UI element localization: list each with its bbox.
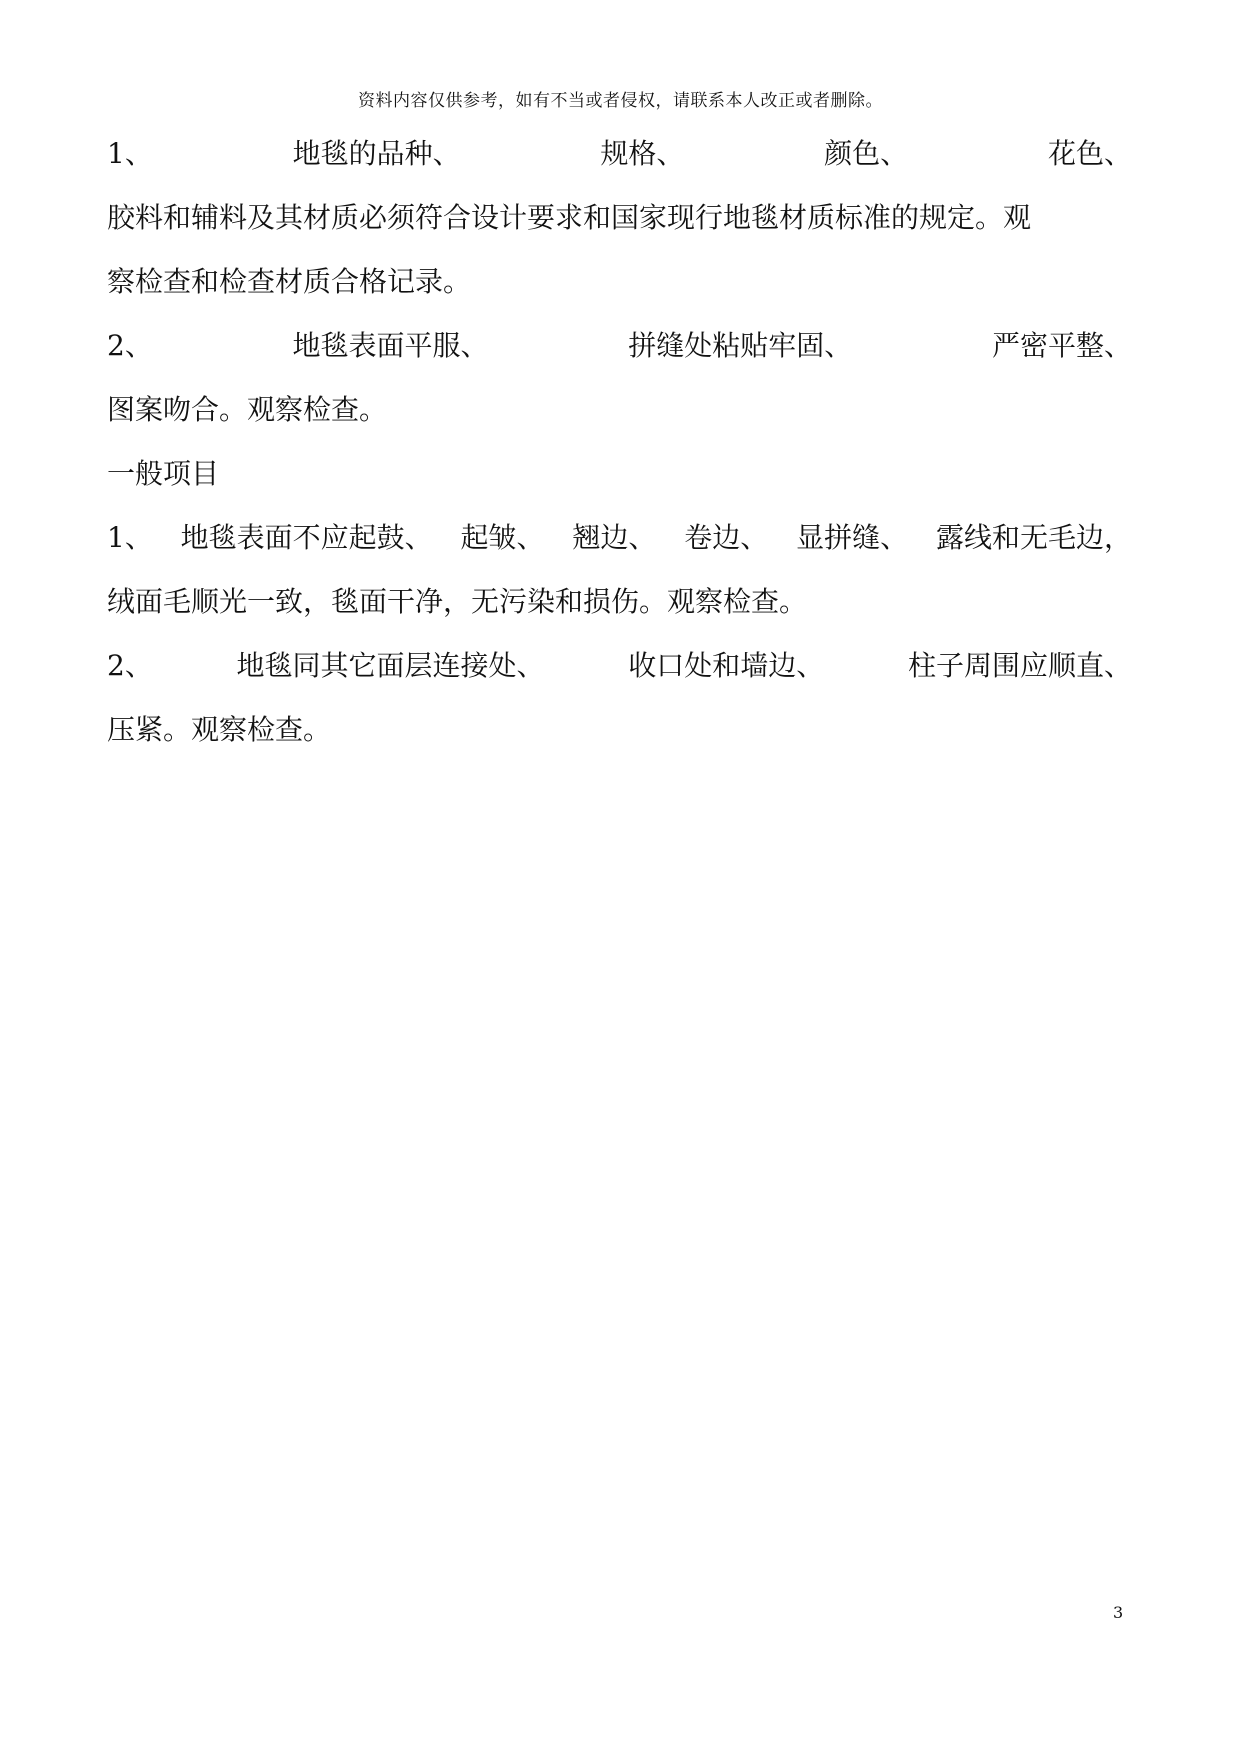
text-segment: 显拼缝、 [796, 521, 909, 554]
text-segment: 严密平整、 [991, 329, 1132, 362]
item-number: 2、 [107, 329, 153, 362]
text-segment: 规格、 [600, 137, 685, 170]
item-number: 2、 [107, 649, 153, 682]
text-segment: 收口处和墙边、 [628, 649, 825, 682]
main-item-1-line-2: 胶料和辅料及其材质必须符合设计要求和国家现行地毯材质标准的规定。观 [107, 201, 1032, 234]
text-segment: 颜色、 [824, 137, 909, 170]
document-body [107, 128, 1132, 768]
page-header-disclaimer: 资料内容仅供参考，如有不当或者侵权，请联系本人改正或者删除。 [358, 91, 883, 111]
main-item-2-line-1 [107, 320, 1132, 384]
text-segment: 花色、 [1047, 137, 1132, 170]
item-number: 1、 [107, 137, 153, 170]
text-segment: 拼缝处粘贴牢固、 [628, 329, 853, 362]
text-segment: 地毯的品种、 [292, 137, 461, 170]
text-segment: 柱子周围应顺直、 [907, 649, 1132, 682]
text-segment: 地毯表面平服、 [292, 329, 489, 362]
main-item-1-line-1 [107, 128, 1132, 192]
general-item-2-line-2: 压紧。观察检查。 [107, 713, 332, 746]
text-segment: 露线和无毛边， [935, 521, 1132, 554]
item-number: 1、 [107, 521, 153, 554]
text-segment: 地毯同其它面层连接处、 [236, 649, 545, 682]
text-segment: 翘边、 [572, 521, 657, 554]
page-number: 3 [1113, 1603, 1124, 1622]
general-item-2-line-1 [107, 640, 1132, 704]
section-heading-general: 一般项目 [107, 457, 220, 490]
main-item-1-line-3: 察检查和检查材质合格记录。 [107, 265, 472, 298]
text-segment: 卷边、 [684, 521, 769, 554]
text-segment: 起皱、 [460, 521, 545, 554]
text-segment: 地毯表面不应起鼓、 [180, 521, 433, 554]
general-item-1-line-1 [107, 512, 1132, 576]
general-item-1-line-2: 绒面毛顺光一致，毯面干净，无污染和损伤。观察检查。 [107, 585, 808, 618]
main-item-2-line-2: 图案吻合。观察检查。 [107, 393, 388, 426]
